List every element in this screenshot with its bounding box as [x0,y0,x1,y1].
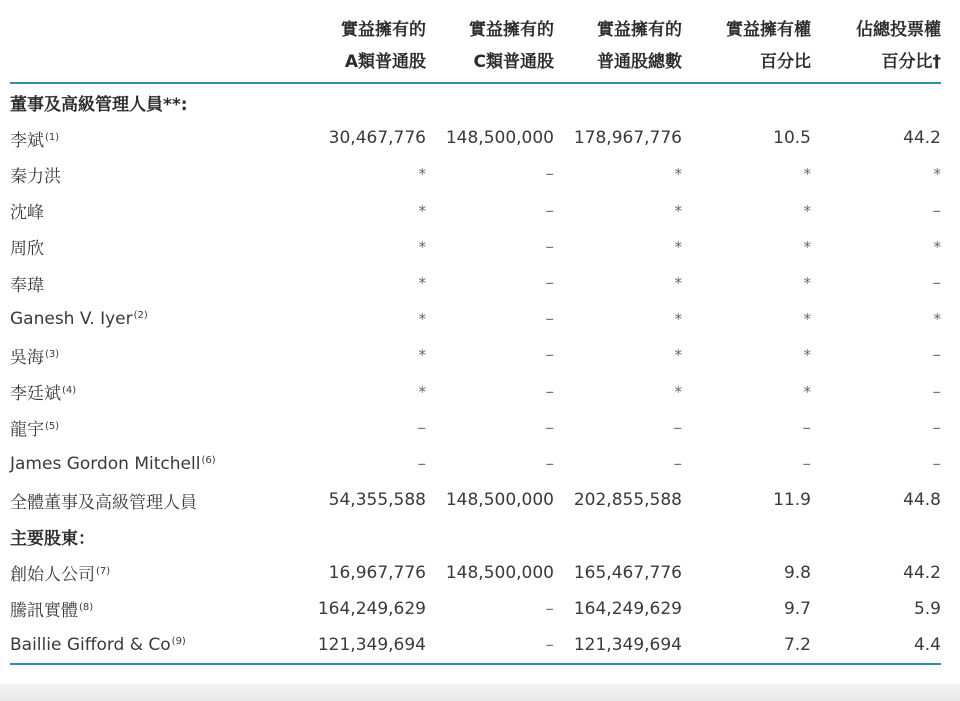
table-cell: 164,249,629 [317,598,426,619]
table-cell: * [674,382,682,401]
shareholding-table [10,14,941,665]
table-cell: – [545,417,554,438]
row-label: Baillie Gifford & Co$^{(9)}$ [10,627,308,664]
table-cell: 178,967,776 [573,128,682,149]
table-row [10,265,941,301]
row-label: 李廷斌$^{(4)}$ [10,384,77,405]
table-cell: * [803,382,811,401]
header-class-c: 實益擁有的 C類普通股 [426,14,554,83]
table-cell: 202,855,588 [573,490,682,511]
table-cell [811,518,941,554]
footnote-ref: (6) [201,454,216,466]
table-cell: – [417,453,426,474]
table-cell: – [545,164,554,185]
table-cell [308,518,426,554]
footnote-ref: (9) [171,635,186,647]
table-cell: 16,967,776 [328,562,426,583]
row-label: 沈峰 [10,203,44,224]
table-cell: * [418,310,426,329]
table-body [10,83,941,664]
table-row [10,482,941,518]
table-cell: * [674,346,682,365]
row-label: 秦力洪 [10,166,61,187]
table-cell: * [418,165,426,184]
table-cell: 121,349,694 [554,627,682,664]
table-cell: 165,467,776 [573,562,682,583]
row-label: 李斌$^{(1)}$ [10,130,60,151]
table-cell: * [933,237,941,256]
row-label: Ganesh V. Iyer$^{(2)}$ [10,309,148,330]
table-cell [682,518,811,554]
table-cell: – [417,417,426,438]
table-cell: * [674,310,682,329]
table-row [10,446,941,482]
table-cell: – [545,598,554,619]
table-cell: 4.4 [811,627,941,664]
footnote-ref: (2) [133,310,148,322]
table-cell: 44.2 [903,128,941,149]
table-row [10,410,941,446]
row-label: 龍宇$^{(5)}$ [10,420,60,441]
table-cell: * [803,346,811,365]
table-cell: * [674,165,682,184]
table-cell [554,83,682,120]
table-cell: * [803,201,811,220]
table-cell: 5.9 [913,598,941,619]
table-cell: 9.7 [783,598,811,619]
table-cell: * [418,346,426,365]
table-cell: – [545,345,554,366]
row-label: 董事及高級管理人員**: [10,94,188,115]
footnote-ref: (3) [45,348,60,360]
table-cell: * [418,382,426,401]
footnote-ref: (7) [96,566,111,578]
table-cell: 148,500,000 [445,490,554,511]
table-cell: – [545,309,554,330]
row-label: 周欣 [10,239,44,260]
section-header-row [10,518,941,554]
row-label: 全體董事及高級管理人員 [10,492,197,513]
row-label: 主要股東： [10,528,95,549]
table-cell: * [933,165,941,184]
row-label: 創始人公司$^{(7)}$ [10,565,111,586]
footnote-ref: (1) [45,131,60,143]
table-cell: – [545,273,554,294]
row-label: 騰訊實體$^{(8)}$ [10,601,94,622]
table-row [10,301,941,337]
table-cell [426,518,554,554]
table-cell: – [426,627,554,664]
table-cell: – [545,453,554,474]
table-cell: * [418,274,426,293]
header-row [10,14,941,83]
table-cell: 9.8 [783,562,811,583]
table-cell: – [932,345,941,366]
table-cell: – [545,236,554,257]
table-cell: * [674,201,682,220]
table-cell [308,83,426,120]
table-cell: 7.2 [682,627,811,664]
header-class-a: 實益擁有的 A類普通股 [308,14,426,83]
table-cell: 30,467,776 [328,128,426,149]
table-cell [426,83,554,120]
header-voting-pct: 佔總投票權 百分比† [811,14,941,83]
table-cell: – [802,417,811,438]
row-label: 吳海$^{(3)}$ [10,347,60,368]
table-cell: * [933,310,941,329]
table-row [10,229,941,265]
table-row [10,337,941,373]
table-cell: * [803,274,811,293]
table-cell: 44.2 [903,562,941,583]
table-cell: * [803,237,811,256]
table-cell [811,83,941,120]
table-cell: 10.5 [773,128,811,149]
table-cell: – [673,417,682,438]
header-ownership-pct: 實益擁有權 百分比 [682,14,811,83]
table-cell: 148,500,000 [445,562,554,583]
table-cell: * [803,310,811,329]
header-total: 實益擁有的 普通股總數 [554,14,682,83]
header-name-col [10,14,308,83]
table-cell: – [932,381,941,402]
table-cell: * [674,274,682,293]
table-cell: – [802,453,811,474]
table-cell: * [674,237,682,256]
table-cell: – [932,417,941,438]
table-cell: * [418,237,426,256]
table-cell: – [932,273,941,294]
table-cell: – [545,381,554,402]
table-cell [554,518,682,554]
table-row [10,193,941,229]
table-cell: 121,349,694 [308,627,426,664]
table-cell: 44.8 [903,490,941,511]
table-cell: – [545,200,554,221]
table-cell: 11.9 [773,490,811,511]
table-cell: 54,355,588 [328,490,426,511]
table-row [10,156,941,192]
table-cell: 164,249,629 [573,598,682,619]
table-cell: – [932,200,941,221]
table-cell: * [803,165,811,184]
row-label: James Gordon Mitchell$^{(6)}$ [10,453,216,474]
row-label: 奉瑋 [10,275,44,296]
table-cell: 148,500,000 [445,128,554,149]
table-row [10,591,941,627]
section-header-row [10,83,941,120]
table-row [10,554,941,590]
footnote-ref: (4) [62,385,77,397]
table-row [10,374,941,410]
table-cell: – [673,453,682,474]
table-cell: – [932,453,941,474]
footnote-ref: (8) [79,602,94,614]
footnote-ref: (5) [45,421,60,433]
table-cell [682,83,811,120]
bottom-fade [0,684,960,701]
table-row [10,627,941,664]
table-cell: * [418,201,426,220]
table-row [10,120,941,156]
